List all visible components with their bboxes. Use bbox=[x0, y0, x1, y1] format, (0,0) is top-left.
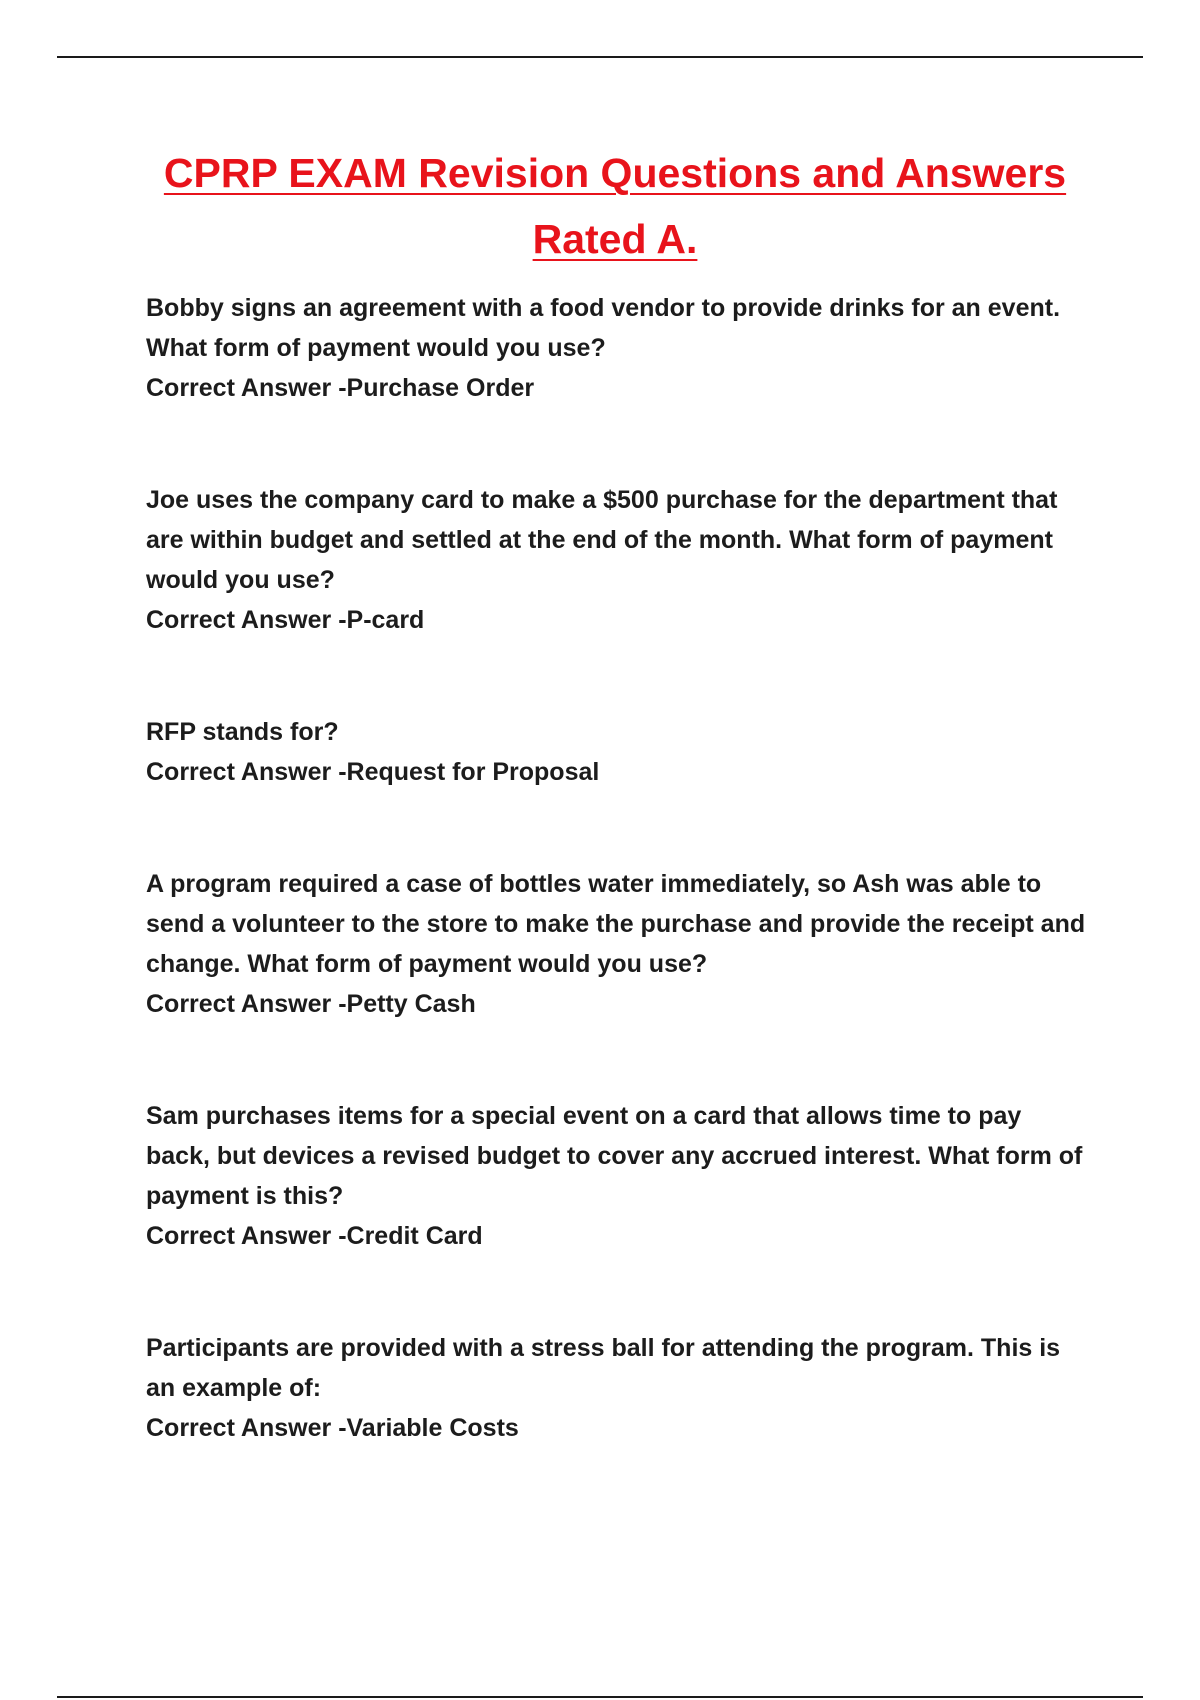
bottom-divider bbox=[57, 1696, 1143, 1698]
qa-item bbox=[146, 1096, 1086, 1256]
qa-item bbox=[146, 712, 1086, 792]
question-text: Participants are provided with a stress ball for attending the program. This is an example of: bbox=[146, 1334, 1061, 1402]
answer-text: Correct Answer -Purchase Order bbox=[146, 374, 535, 402]
qa-item bbox=[146, 480, 1086, 640]
answer-text: Correct Answer -Petty Cash bbox=[146, 990, 476, 1018]
question-text: Sam purchases items for a special event on a card that allows time to pay back, but devices a revised budget to cover any accrued interest. What form of payment is this? bbox=[146, 1102, 1083, 1210]
document-title bbox=[140, 140, 1090, 272]
answer-text: Correct Answer -Request for Proposal bbox=[146, 758, 600, 786]
answer-text: Correct Answer -Credit Card bbox=[146, 1222, 483, 1250]
question-text: RFP stands for? bbox=[146, 718, 339, 746]
qa-item bbox=[146, 1328, 1086, 1448]
title-line-2: Rated A. bbox=[532, 216, 698, 262]
question-text: Joe uses the company card to make a $500 purchase for the department that are within budget and settled at the end of the month. What form of payment would you use? bbox=[146, 486, 1058, 594]
title-line-1: CPRP EXAM Revision Questions and Answers bbox=[163, 150, 1067, 196]
answer-text: Correct Answer -Variable Costs bbox=[146, 1414, 519, 1442]
question-text: Bobby signs an agreement with a food vendor to provide drinks for an event. What form of payment would you use? bbox=[146, 294, 1061, 362]
answer-text: Correct Answer -P-card bbox=[146, 606, 425, 634]
question-text: A program required a case of bottles water immediately, so Ash was able to send a volunteer to the store to make the purchase and provide the receipt and change. What form of payment would you use? bbox=[146, 870, 1086, 978]
qa-item bbox=[146, 288, 1086, 408]
top-divider bbox=[57, 56, 1143, 58]
qa-item bbox=[146, 864, 1086, 1024]
